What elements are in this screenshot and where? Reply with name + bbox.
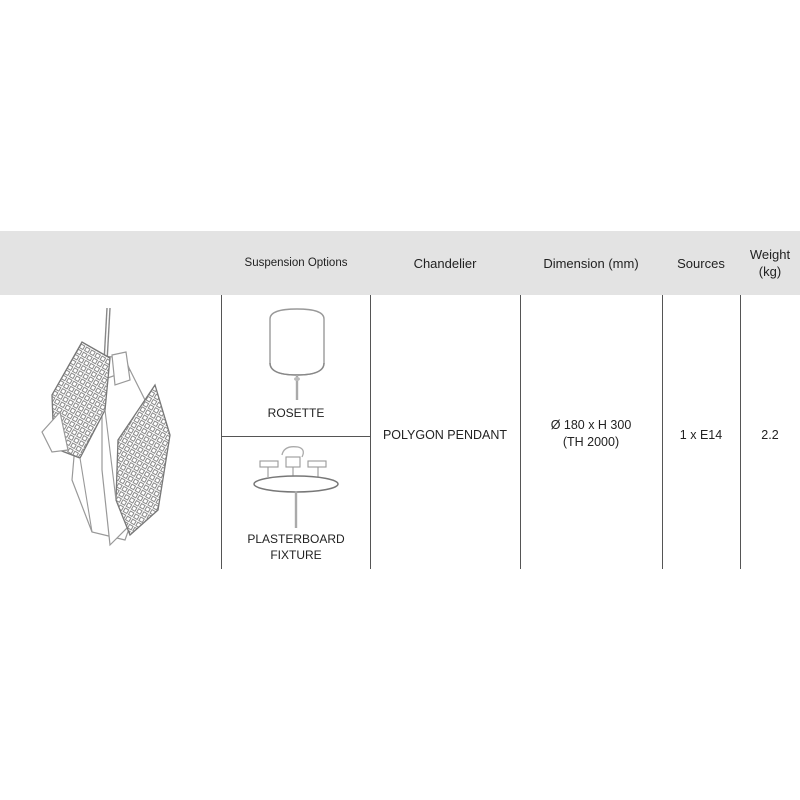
header-chandelier: Chandelier xyxy=(413,255,477,271)
header-dimension: Dimension (mm) xyxy=(543,255,639,271)
polygon-pendant-illustration xyxy=(30,300,210,570)
sources-value: 1 x E14 xyxy=(679,427,723,442)
rosette-label: ROSETTE xyxy=(267,406,325,420)
plasterboard-label-line2: FIXTURE xyxy=(270,548,322,562)
plasterboard-label xyxy=(222,531,370,563)
header-weight-line2: (kg) xyxy=(758,264,782,279)
header-sources: Sources xyxy=(677,255,725,271)
header-weight-line1: Weight xyxy=(749,247,791,262)
dimension-value-line2: (TH 2000) xyxy=(562,435,620,449)
rosette-illustration xyxy=(255,305,340,400)
header-weight xyxy=(740,231,800,295)
table-header xyxy=(0,231,800,295)
weight-value: 2.2 xyxy=(761,427,779,442)
header-suspension-options: Suspension Options xyxy=(244,256,348,269)
suspension-row-divider xyxy=(221,436,371,437)
dimension-value xyxy=(520,414,662,454)
plasterboard-fixture-illustration xyxy=(248,443,348,528)
plasterboard-label-line1: PLASTERBOARD xyxy=(247,532,345,546)
column-divider xyxy=(221,295,222,569)
chandelier-value: POLYGON PENDANT xyxy=(382,427,508,442)
dimension-value-line1: Ø 180 x H 300 xyxy=(550,418,632,432)
